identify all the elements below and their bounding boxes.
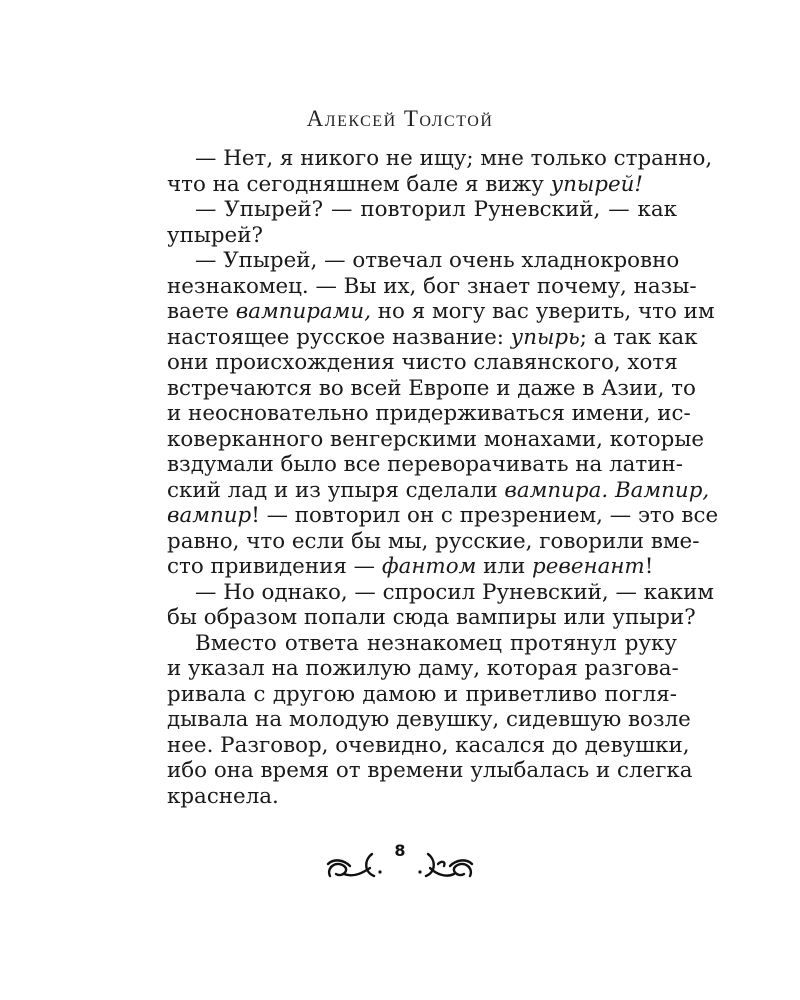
italic-run: вампирами, [235,299,371,324]
text-line [167,299,715,325]
page-number: 8 [394,841,406,860]
text-line: упырей? [167,222,263,248]
text-line [167,477,710,504]
text-line: Вместо ответа незнакомец протянул руку [195,630,677,656]
paragraph-1 [167,146,713,197]
italic-run: вампира. Вампир, [504,477,710,503]
text-line: краснела. [167,783,279,809]
text-line [167,554,677,580]
text-line: и неосновательно придерживаться имени, ис- [167,401,691,426]
paragraph-3 [167,248,719,580]
paragraph-5 [167,630,693,810]
text-run: ваете [167,299,236,324]
text-run: сто привидения — [167,554,382,579]
text-line: ибо она время от времени улыбалась и слегка [167,758,693,783]
text-line: вздумали было все переворачивать на латин- [167,452,683,477]
text-line: — Нет, я никого не ищу; мне только странно, [195,146,713,171]
running-head: Алексей Толстой [306,106,494,131]
text-line: бы образом попали сюда вампиры или упыри? [167,605,696,630]
text-line: они происхождения чисто славянского, хотя [167,350,678,375]
text-run: или [476,554,533,579]
italic-run: упырей! [550,171,644,197]
text-line [167,172,677,198]
text-line: нее. Разговор, очевидно, касался до девушки, [167,732,690,758]
italic-run: вампир [167,503,252,528]
text-line: — Упырей? — повторил Руневский, — как [195,197,677,222]
text-line: и указал на пожилую даму, которая разгова- [167,656,679,681]
text-line: дывала на молодую девушку, сидевшую возле [167,707,691,732]
text-line: незнакомец. — Вы их, бог знает почему, назы- [167,273,697,299]
text-line: ривала с другою дамою и приветливо погля- [167,681,677,707]
body-text [167,146,719,809]
text-line [167,324,698,351]
text-line: — Упырей, — отвечал очень хладнокровно [195,248,680,273]
text-line: равно, что если бы мы, русские, говорили вме- [167,528,700,554]
page-folio [0,838,800,888]
paragraph-2 [167,197,677,248]
text-run: но я могу вас уверить, что им [371,299,715,324]
text-run: настоящее русское название: [167,324,511,350]
text-line [167,503,719,529]
text-run: ! — повторил он с презрением, — это все [251,503,719,528]
italic-run: фантом [381,554,477,579]
italic-run: упырь [510,324,580,350]
text-line: встречаются во всей Европе и даже в Азии, то [167,375,696,401]
text-run: ский лад и из упыря сделали [167,477,505,503]
text-line: коверканного венгерскими монахами, которые [167,426,705,452]
text-line: — Но однако, — спросил Руневский, — каким [195,579,715,605]
italic-run: ревенант [532,554,645,579]
paragraph-4 [167,579,715,631]
text-run: ; а так как [579,324,698,350]
text-run: что на сегодняшнем бале я вижу [167,171,551,197]
text-run: ! [644,554,654,579]
